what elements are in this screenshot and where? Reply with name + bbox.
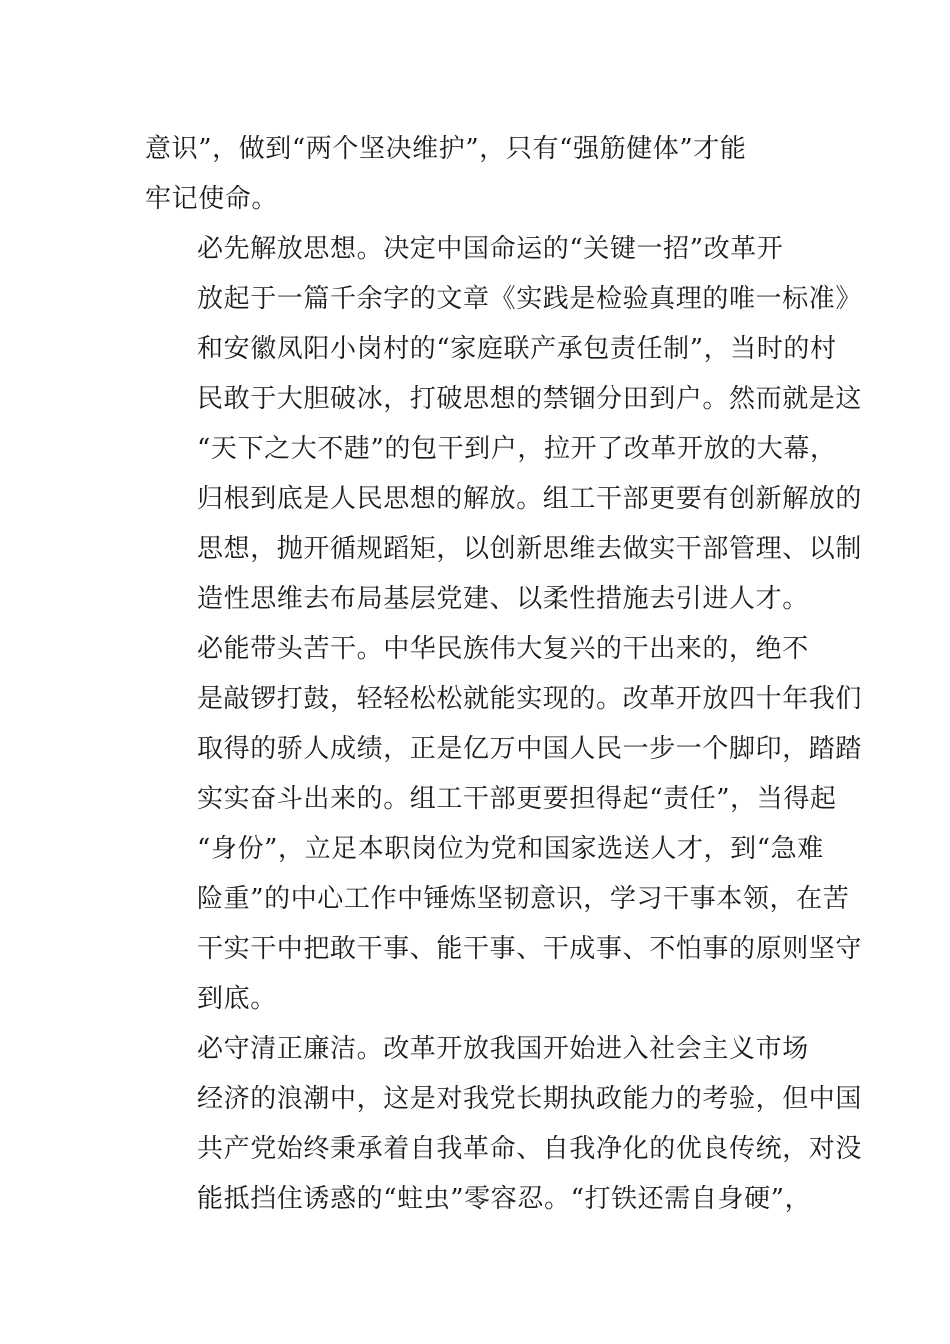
text-line: 必守清正廉洁。改革开放我国开始进入社会主义市场 <box>197 1034 809 1064</box>
text-line: 共产党始终秉承着自我革命、自我净化的优良传统，对没 <box>197 1134 863 1164</box>
text-line: 险重”的中心工作中锤炼坚韧意识，学习干事本领，在苦 <box>197 884 850 914</box>
document-body <box>145 124 863 1224</box>
text-line: 思想，抛开循规蹈矩，以创新思维去做实干部管理、以制 <box>197 534 863 564</box>
text-line: 能抵挡住诱惑的“蛀虫”零容忍。“打铁还需自身硬”， <box>197 1184 812 1214</box>
text-line: 必能带头苦干。中华民族伟大复兴的干出来的，绝不 <box>197 634 809 664</box>
text-line: 造性思维去布局基层党建、以柔性措施去引进人才。 <box>197 584 809 614</box>
text-line: 放起于一篇千余字的文章《实践是检验真理的唯一标准》 <box>197 284 863 314</box>
text-line: 牢记使命。 <box>145 184 279 214</box>
paragraph <box>145 1024 863 1224</box>
text-line: 到底。 <box>197 984 277 1014</box>
text-line: 取得的骄人成绩，正是亿万中国人民一步一个脚印，踏踏 <box>197 734 863 764</box>
text-line: “身份”，立足本职岗位为党和国家选送人才，到“急难 <box>197 834 824 864</box>
text-line: 和安徽凤阳小岗村的“家庭联产承包责任制”，当时的村 <box>197 334 837 364</box>
text-line: 干实干中把敢干事、能干事、干成事、不怕事的原则坚守 <box>197 934 863 964</box>
text-line: 民敢于大胆破冰，打破思想的禁锢分田到户。然而就是这 <box>197 384 863 414</box>
text-line: 意识”，做到“两个坚决维护”，只有“强筋健体”才能 <box>145 134 747 164</box>
text-line: 必先解放思想。决定中国命运的“关键一招”改革开 <box>197 234 784 264</box>
text-line: 归根到底是人民思想的解放。组工干部更要有创新解放的 <box>197 484 863 514</box>
paragraph <box>145 624 863 1024</box>
text-line: 是敲锣打鼓，轻轻松松就能实现的。改革开放四十年我们 <box>197 684 863 714</box>
paragraph <box>145 224 863 624</box>
paragraph <box>145 124 805 224</box>
text-line: “天下之大不韪”的包干到户，拉开了改革开放的大幕， <box>197 434 837 464</box>
text-line: 经济的浪潮中，这是对我党长期执政能力的考验，但中国 <box>197 1084 863 1114</box>
text-line: 实实奋斗出来的。组工干部更要担得起“责任”，当得起 <box>197 784 837 814</box>
